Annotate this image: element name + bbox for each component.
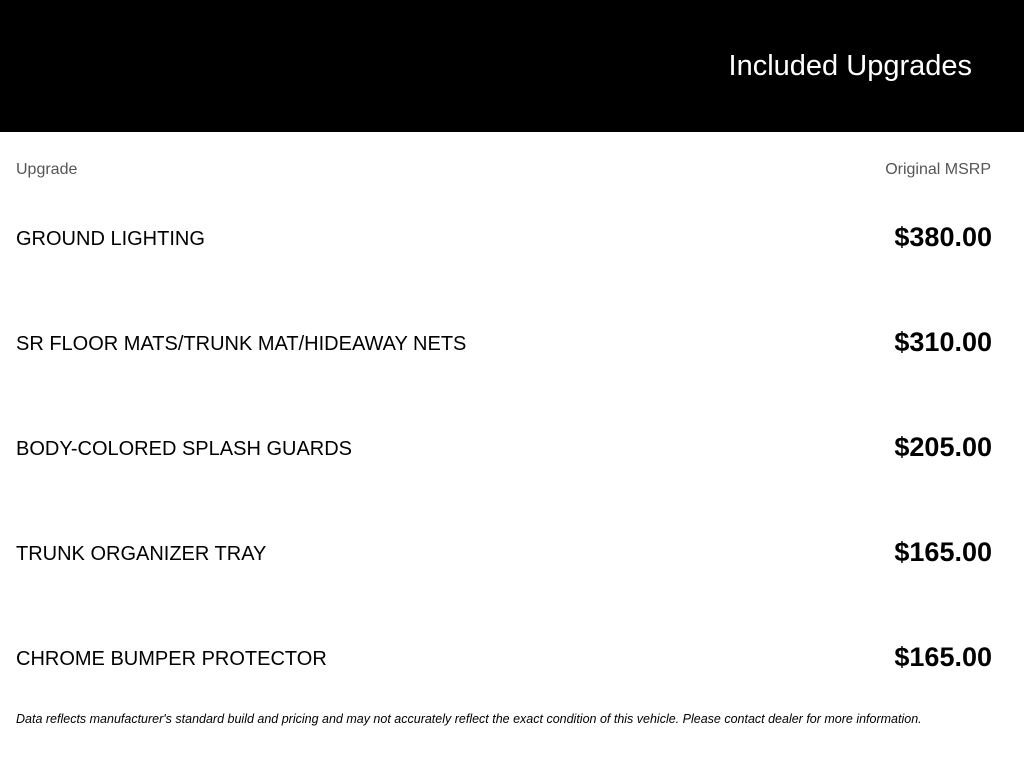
disclaimer-text: Data reflects manufacturer's standard build and pricing and may not accurately reflect the exact condition of this vehicle. Please contact dealer for more information. — [16, 712, 922, 726]
upgrade-row — [0, 395, 1024, 500]
upgrade-row — [0, 185, 1024, 290]
msrp-column-header: Original MSRP — [885, 161, 991, 178]
upgrade-row — [0, 605, 1024, 710]
upgrades-list — [0, 185, 1024, 710]
upgrade-name: SR FLOOR MATS/TRUNK MAT/HIDEAWAY NETS — [16, 333, 467, 355]
upgrade-name: TRUNK ORGANIZER TRAY — [16, 543, 267, 565]
upgrade-column-header: Upgrade — [16, 161, 78, 178]
upgrade-price: $380.00 — [894, 222, 992, 252]
upgrade-name: BODY-COLORED SPLASH GUARDS — [16, 438, 353, 460]
upgrade-row — [0, 500, 1024, 605]
upgrade-name: CHROME BUMPER PROTECTOR — [16, 648, 327, 670]
page-title: Included Upgrades — [728, 50, 972, 82]
upgrade-row — [0, 290, 1024, 395]
page-header — [0, 0, 1024, 132]
upgrade-price: $205.00 — [894, 432, 992, 462]
upgrade-price: $165.00 — [894, 537, 992, 567]
upgrade-name: GROUND LIGHTING — [16, 228, 205, 250]
upgrade-price: $165.00 — [894, 642, 992, 672]
upgrade-price: $310.00 — [894, 327, 992, 357]
